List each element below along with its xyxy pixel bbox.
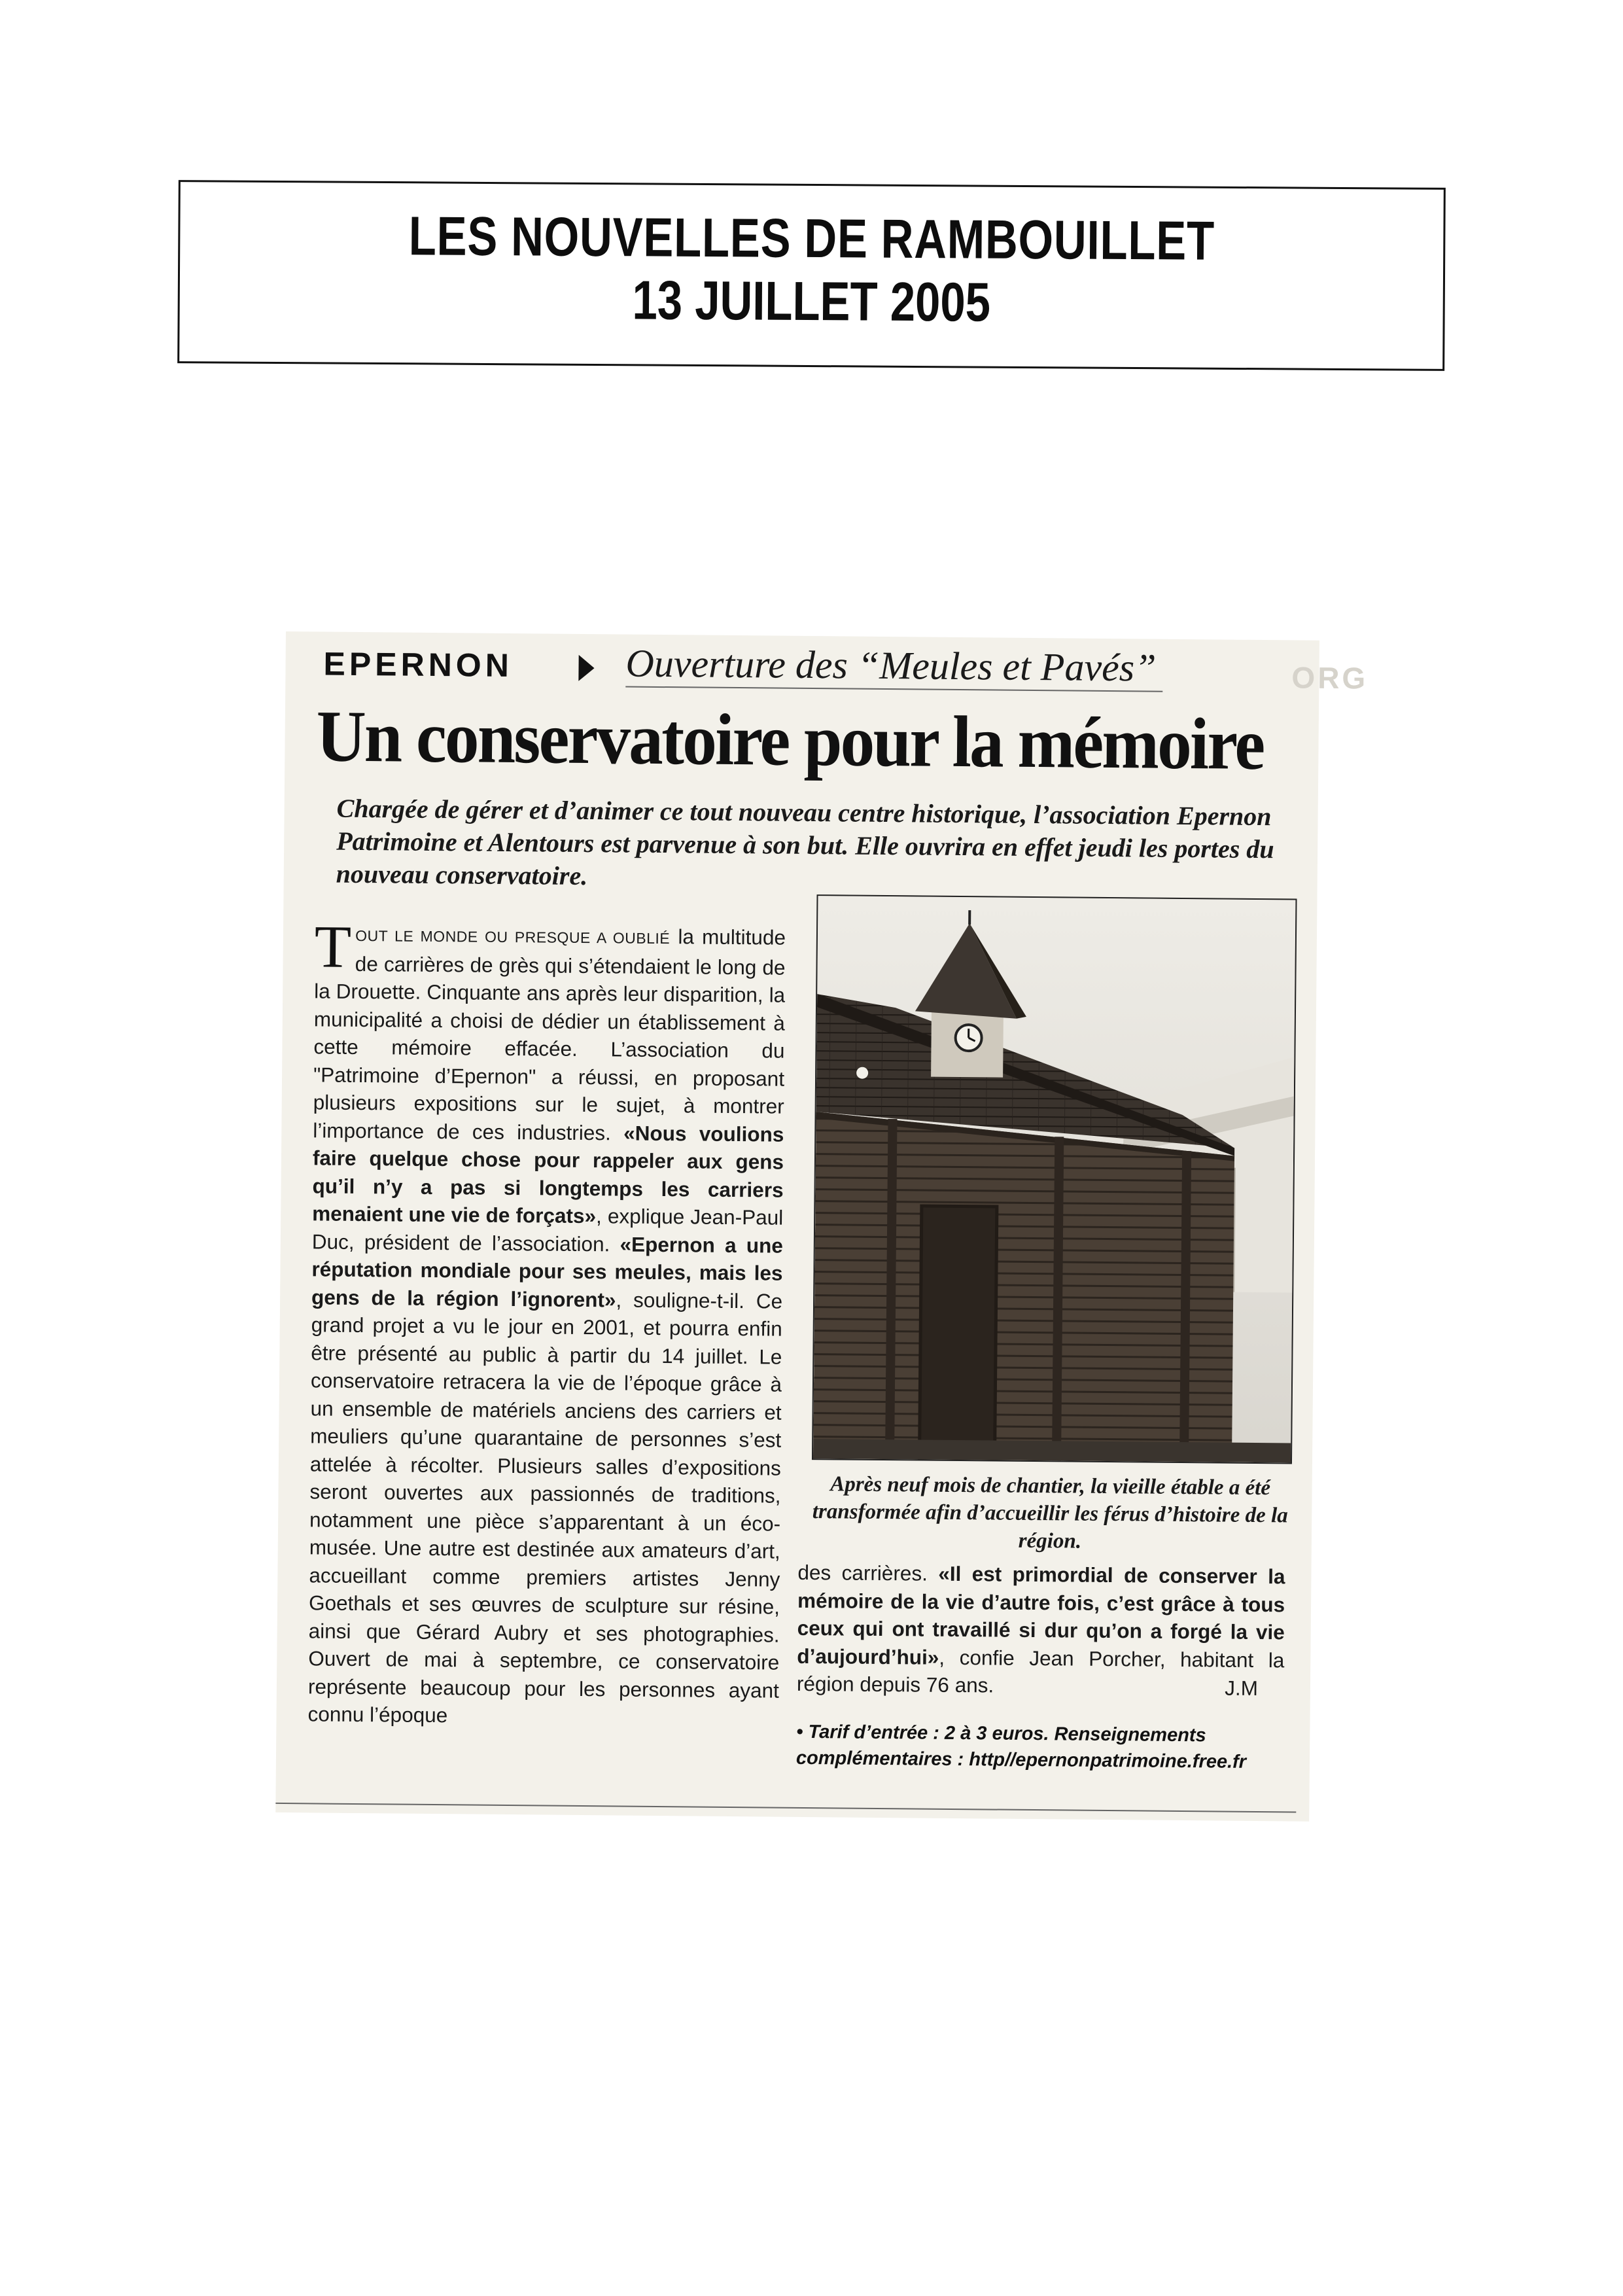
newspaper-clipping — [275, 631, 1369, 1822]
clock-tower-building-image — [813, 896, 1295, 1462]
body-text: , souligne-t-il. Ce grand projet a vu le jour en 2001, et pourra enfin être présenté au public à partir du 14 juillet. Le conservatoire retracera la vie de l’époque grâce à un ensemble de matériels anciens des carriers et meuliers qu’une quarantaine de personnes s’est attelée à récolter. Plusieurs salles d’expositions seront ouvertes aux passionnés de traditions, notamment une pièce s’apparentant à un éco-musée. Une autre est destinée aux amateurs d’art, accueillant comme premiers artistes Jenny Goethals et ses œuvres de sculpture sur résine, ainsi que Gérard Aubry et ses photographies. Ouvert de mai à septembre, ce conservatoire représente beaucoup pour les personnes ayant connu l’époque — [307, 1287, 783, 1727]
bottom-rule — [275, 1803, 1296, 1813]
author-initials: J.M — [1225, 1676, 1259, 1700]
arrow-right-icon — [578, 655, 594, 681]
body-text: des carrières. — [797, 1560, 939, 1585]
body-text: la multitude de carrières de grès qui s’étendaient le long de la Drouette. Cinquante ans après leur disparition, la municipalité a choisi de dédier un établissement à cette mémoire effacée. L’association du "Patrimoine d’Epernon" a réussi, en proposant plusieurs expositions sur le sujet, à montrer l’importance de ces industries. — [313, 925, 786, 1145]
standfirst: Chargée de gérer et d’animer ce tout nouveau centre historique, l’association Epernon Patrimoine et Alentours est parvenue à son but. Elle ouvrira en effet jeudi les portes du nouveau conservatoire. — [336, 793, 1274, 891]
masthead-box — [177, 180, 1446, 371]
publication-date: 13 JUILLET 2005 — [632, 269, 991, 333]
quote: «Il est primordial de conserver la mémoire de la vie d’autre fois, c’est grâce à tous ceux qui ont travaillé si dur qu’on a forgé la vie d’aujourd’hui» — [797, 1561, 1285, 1669]
show-through-text: ORG — [1291, 660, 1369, 696]
article-photo — [812, 894, 1297, 1464]
kicker-row — [323, 639, 1369, 699]
body-column-left — [307, 913, 786, 1732]
body-text: , explique Jean-Paul Duc, président de l’association. — [311, 1204, 784, 1256]
newspaper-title: LES NOUVELLES DE RAMBOUILLET — [408, 205, 1215, 272]
quote: «Epernon a une réputation mondiale pour ses meules, mais les gens de la région l’ignorent» — [311, 1231, 783, 1311]
drop-cap: T — [314, 913, 352, 980]
photo-caption: Après neuf mois de chantier, la vieille étable a été transformée afin d’accueillir les férus d’histoire de la région. — [812, 1472, 1288, 1553]
quote: «Nous voulions faire quelque chose pour rappeler aux gens qu’il n’y a pas si longtemps les carriers menaient une vie de forçats» — [312, 1121, 784, 1228]
section-label: EPERNON — [323, 645, 514, 684]
practical-info: • Tarif d’entrée : 2 à 3 euros. Renseignements complémentaires : http//epernonpatrimoine.free.fr — [795, 1721, 1247, 1773]
body-column-right — [797, 1559, 1285, 1702]
lead-in: OUT LE MONDE OU PRESQUE A OUBLIÉ — [355, 927, 671, 947]
headline: Un conservatoire pour la mémoire — [316, 696, 1264, 786]
body-text: , confie Jean Porcher, habitant la région depuis 76 ans. — [796, 1645, 1285, 1697]
kicker: Ouverture des “Meules et Pavés” — [625, 641, 1163, 692]
